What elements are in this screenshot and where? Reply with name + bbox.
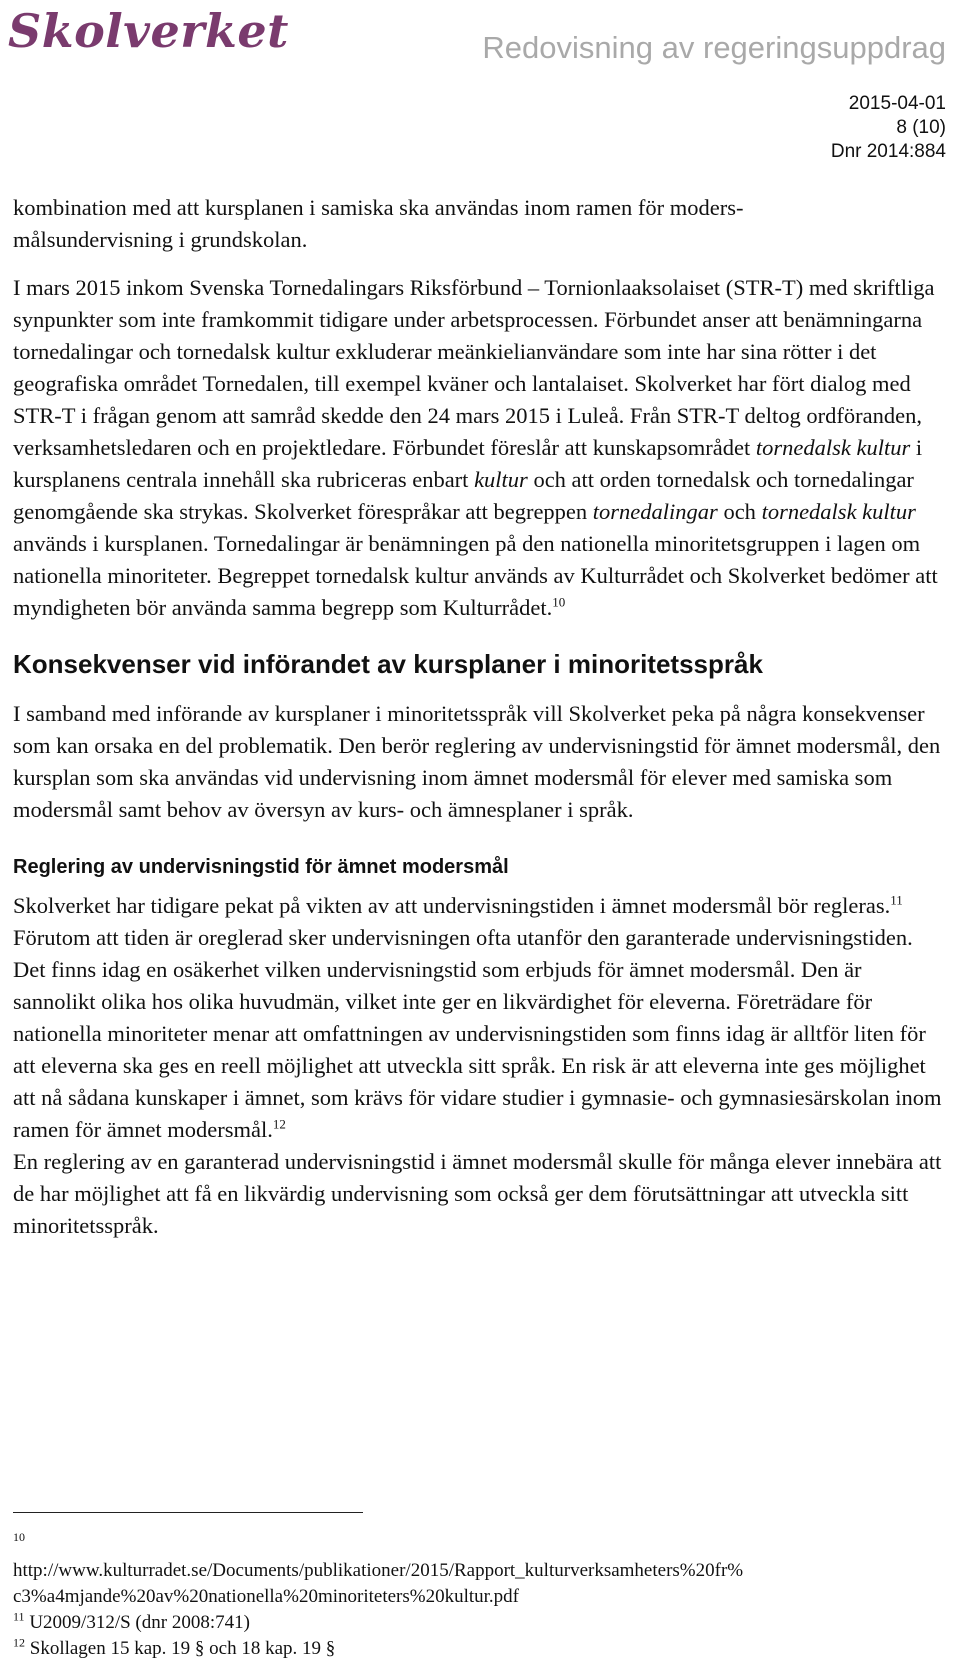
text-run: I mars 2015 inkom Svenska Tornedalingars Riksförbund – Tornionlaaksolaiset (STR-T) med skriftliga synpunkter som inte framkommit tidigare under arbetsprocessen. Förbundet anser att benämningarna tornedalingar och tornedalsk kultur exkluderar meänkielianvändare som inte har sina rötter i det geografiska området Tornedalen, till exempel kväner och lantalaiset. Skolverket har fört dialog med STR-T i frågan genom att samråd skedde den 24 mars 2015 i Luleå. Från STR-T deltog ordföranden, verksamhetsledaren och en projektledare. Förbundet föreslår att kunskapsområdet — [13, 275, 935, 460]
text-run: används i kursplanen. Tornedalingar är benämningen på den nationella minoritetsgruppen i lagen om nationella minoriteter. Begreppet tornedalsk kultur används av Kulturrådet och Skolverket bedömer att myndigheten bör använda samma begrepp som Kulturrådet. — [13, 531, 938, 620]
document-body — [13, 192, 948, 1242]
footnote-number: 12 — [13, 1635, 25, 1650]
page-number: 8 (10) — [896, 117, 946, 138]
paragraph-continuation — [13, 192, 948, 256]
text-run: Förutom att tiden är oreglerad sker undervisningen ofta utanför den garanterade undervisningstiden. Det finns idag en osäkerhet vilken undervisningstid som erbjuds för ämnet modersmål. Den är sannolikt olika hos olika huvudmän, vilket inte ger en likvärdighet för eleverna. Företrädare för nationella minoriteter menar att omfattningen av undervisningstiden som finns idag är alltför liten för att eleverna ska ges en reell möjlighet att utveckla sitt språk. En risk är att eleverna inte ges möjlighet att nå sådana kunskaper i ämnet, som krävs för vidare studier i gymnasie- och gymnasiesärskolan inom ramen för ämnet modersmål. — [13, 925, 942, 1142]
italic-term: kultur — [474, 467, 528, 492]
document-type-label: Redovisning av regeringsuppdrag — [482, 30, 946, 65]
footnote-link[interactable] — [13, 1558, 948, 1610]
text-run: och att orden tornedalsk och tornedalingar genomgående ska strykas. Skolverket förespråkar att begreppen — [13, 467, 914, 524]
footnote-url-line: http://www.kulturradet.se/Documents/publikationer/2015/Rapport_kulturverksamheters%20fr% — [13, 1560, 744, 1581]
diary-number: Dnr 2014:884 — [830, 141, 946, 162]
document-date: 2015-04-01 — [848, 93, 946, 114]
paragraph-line: målsundervisning i grundskolan. — [13, 227, 308, 252]
text-run: Skolverket har tidigare pekat på vikten av att undervisningstiden i ämnet modersmål bör regleras. — [13, 893, 891, 918]
skolverket-logo: Skolverket — [8, 4, 289, 58]
document-meta — [831, 92, 946, 164]
footnote-separator — [13, 1512, 363, 1513]
footnote-text: Skollagen 15 kap. 19 § och 18 kap. 19 § — [29, 1638, 336, 1659]
paragraph-str-t — [13, 272, 948, 624]
footnote-ref-12[interactable]: 12 — [272, 1116, 286, 1132]
text-run: i kursplanens centrala innehåll ska rubriceras enbart — [13, 435, 923, 492]
italic-term: tornedalsk kultur — [761, 499, 916, 524]
footnote-ref-10[interactable]: 10 — [552, 594, 566, 610]
footnote-number: 11 — [13, 1609, 25, 1624]
text-run: och — [717, 499, 762, 524]
footnote-ref-11[interactable]: 11 — [890, 892, 903, 908]
text-run: En reglering av en garanterad undervisningstid i ämnet modersmål skulle för många elever innebära att de har möjlighet att få en likvärdig undervisning som också ger dem förutsättningar att utveckla sitt minoritetsspråk. — [13, 1149, 942, 1238]
italic-term: tornedalingar — [592, 499, 718, 524]
section-heading: Konsekvenser vid införandet av kursplaner i minoritetsspråk — [13, 649, 763, 679]
paragraph-line: kombination med att kursplanen i samiska ska användas inom ramen för moders- — [13, 195, 744, 220]
footnote-url-line: c3%a4mjande%20av%20nationella%20minoriteters%20kultur.pdf — [13, 1586, 519, 1607]
footnote-11 — [13, 1610, 948, 1636]
footnotes — [13, 1524, 948, 1662]
footnote-number: 10 — [13, 1530, 25, 1544]
subsection-heading: Reglering av undervisningstid för ämnet modersmål — [13, 856, 509, 878]
footnote-12 — [13, 1636, 948, 1662]
italic-term: tornedalsk kultur — [755, 435, 911, 460]
paragraph-consequences: I samband med införande av kursplaner i minoritetsspråk vill Skolverket peka på några konsekvenser som kan orsaka en del problematik. Den berör reglering av undervisningstid för ämnet modersmål, den kursplan som ska användas vid undervisning inom ämnet modersmål för elever med samiska som modersmål samt behov av översyn av kurs- och ämnesplaner i språk. — [13, 701, 941, 822]
footnote-text: U2009/312/S (dnr 2008:741) — [29, 1612, 250, 1633]
footnote-10 — [13, 1524, 948, 1610]
paragraph-teaching-time — [13, 890, 948, 1242]
